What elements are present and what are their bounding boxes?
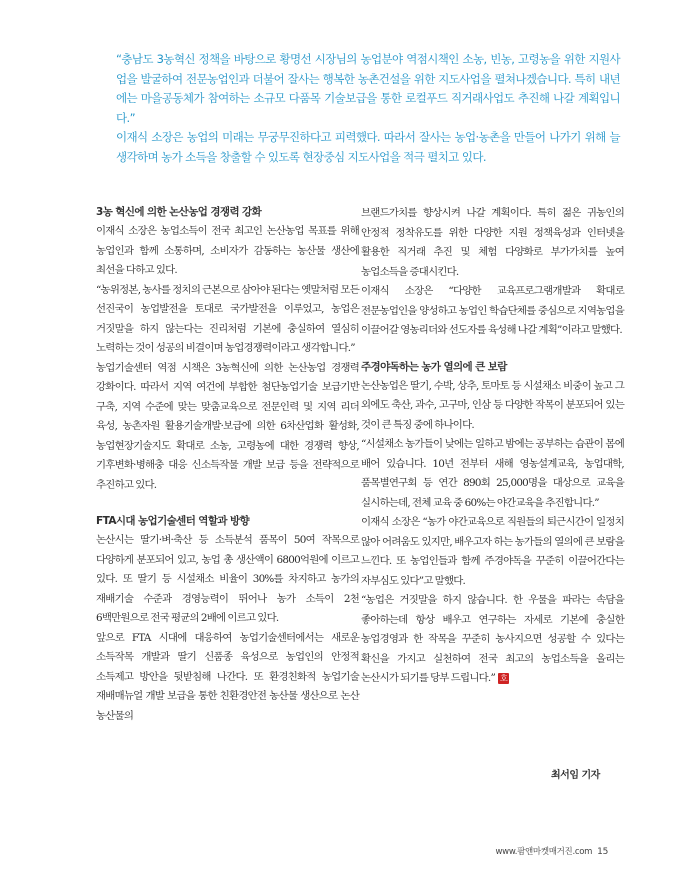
body-paragraph: “시설채소 농가들이 낮에는 일하고 밤에는 공부하는 습관이 몸에 배어 있습니다. 10년 전부터 새해 영농설계교육, 농업대학, 품목별연구회 등 연간 890회 25,000명을 대상으로 교육을 실시하는데, 전체 교육 중 60%는 야간교육을 추진합니다.” [361,438,624,509]
body-paragraph: 이재식 소장은 농업소득이 전국 최고인 논산농업 목표를 위해 농업인과 함께 소통하며, 소비자가 감동하는 농산물 생산에 최선을 다하고 있다. [96,225,359,276]
body-paragraph: 브랜드가치를 향상시켜 나갈 계획이다. 특히 젊은 귀농인의 안정적 정착유도를 위한 다양한 지원 정책육성과 인터넷을 활용한 직거래 추진 및 체험 다양화로 부가가치를 높여 농업소득을 증대시킨다. [361,207,624,278]
body-paragraph: 앞으로 FTA 시대에 대응하여 농업기술센터에서는 새로운 소득작목 개발과 딸기 신품종 육성으로 농업인의 안정적 소득제고 방안을 뒷받침해 나간다. 또 환경친화적 농업기술 재배매뉴얼 개발 보급을 통한 친환경안전 농산물 생산으로 논산 농산물의 [96,631,359,722]
page-number: 15 [597,847,608,857]
closing-quote-text: “농업은 거짓말을 하지 않습니다. 한 우물을 파라는 속담을 좋아하는데 항상 배우고 연구하는 자세로 기본에 충실한 농업경영과 한 작목을 꾸준히 농사지으면 성공할 수 있다는 확신을 가지고 실천하여 전국 최고의 농업소득을 올리는 논산시가 되기를 당부 드립니다.” [361,594,624,684]
body-paragraph: 논산농업은 딸기, 수박, 상추, 토마토 등 시설채소 비중이 높고 그 외에도 축산, 과수, 고구마, 인삼 등 다양한 작목이 분포되어 있는 것이 큰 특징 중에 하나이다. [361,379,624,431]
section-heading-jugyeong: 주경야독하는 농가 열의에 큰 보람 [361,360,507,373]
page-footer [496,845,608,857]
left-column [96,204,359,726]
intro-quote [116,50,620,168]
body-paragraph: 이재식 소장은 “농가 야간교육으로 직원들의 퇴근시간이 일정치 않아 어려움도 있지만, 배우고자 하는 농가들의 열의에 큰 보람을 느낀다. 또 농업인들과 함께 주경야독을 꾸준히 이끌어간다는 자부심도 있다”고 말했다. [361,516,624,587]
section-heading-fta: FTA시대 농업기술센터 역할과 방향 [96,515,250,527]
body-paragraph-final [361,591,624,689]
section-heading-3nong: 3농 혁신에 의한 논산농업 경쟁력 강화 [96,206,262,218]
byline-reporter: 최서임 기자 [551,770,600,781]
footer-website: www.팜앤마켓매거진.com [495,847,593,857]
body-paragraph: 이재식 소장은 “다양한 교육프로그램개발과 확대로 전문농업인을 양성하고 농업인 학습단체를 중심으로 지역농업을 이끌어갈 영농리더와 선도자를 육성해 나갈 계획”이라고 말했다. [361,285,624,336]
body-paragraph: “농위정본, 농사를 정치의 근본으로 삼아야 된다는 옛말처럼 모든 선진국이 농업발전을 토대로 국가발전을 이루었고, 농업은 거짓말을 하지 않는다는 진리처럼 기본에 충실하여 열심히 노력하는 것이 성공의 비결이며 농업경쟁력이라고 생각합니다.” [96,283,359,354]
body-paragraph: 논산시는 딸기·벼·축산 등 소득분석 품목이 50여 작목으로 다양하게 분포되어 있고, 농업 총 생산액이 6800억원에 이르고 있다. 또 딸기 등 시설채소 비율이 30%를 차지하고 농가의 재배기술 수준과 경영능력이 뛰어나 농가 소득이 2천 6백만원으로 전국 평균의 2배에 이르고 있다. [96,534,359,624]
right-column [361,204,624,689]
body-paragraph: 농업기술센터 역점 시책은 3농혁신에 의한 논산농업 경쟁력 강화이다. 따라서 지역 여건에 부합한 첨단농업기술 보급기반 구축, 지역 수준에 맞는 맞춤교육으로 전문인력 및 지역 리더 육성, 농촌자원 활용기술개발·보급에 의한 6차산업화 활성화, 농업현장기술지도 확대로 소농, 고령농에 대한 경쟁력 향상, 기후변화·병해충 대응 신소득작물 개발 보급 등을 전략적으로 추진하고 있다. [96,361,359,491]
intro-quote-summary: 이재식 소장은 농업의 미래는 무궁무진하다고 피력했다. 따라서 잘사는 농업·농촌을 만들어 나가기 위해 늘 생각하며 농가 소득을 창출할 수 있도록 현장중심 지도사업을 적극 펼치고 있다. [116,130,620,164]
end-mark-icon: 호 [498,673,509,684]
intro-quote-text: “충남도 3농혁신 정책을 바탕으로 황명선 시장님의 농업분야 역점시책인 소농, 빈농, 고령농을 위한 지원사업을 발굴하여 전문농업인과 더불어 잘사는 행복한 농촌건설을 위한 지도사업을 펼쳐나겠습니다. 특히 내년에는 마을공동체가 참여하는 소규모 다품목 기술보급을 통한 로컬푸드 직거래사업도 추진해 나갈 계획입니다.” [116,52,620,125]
